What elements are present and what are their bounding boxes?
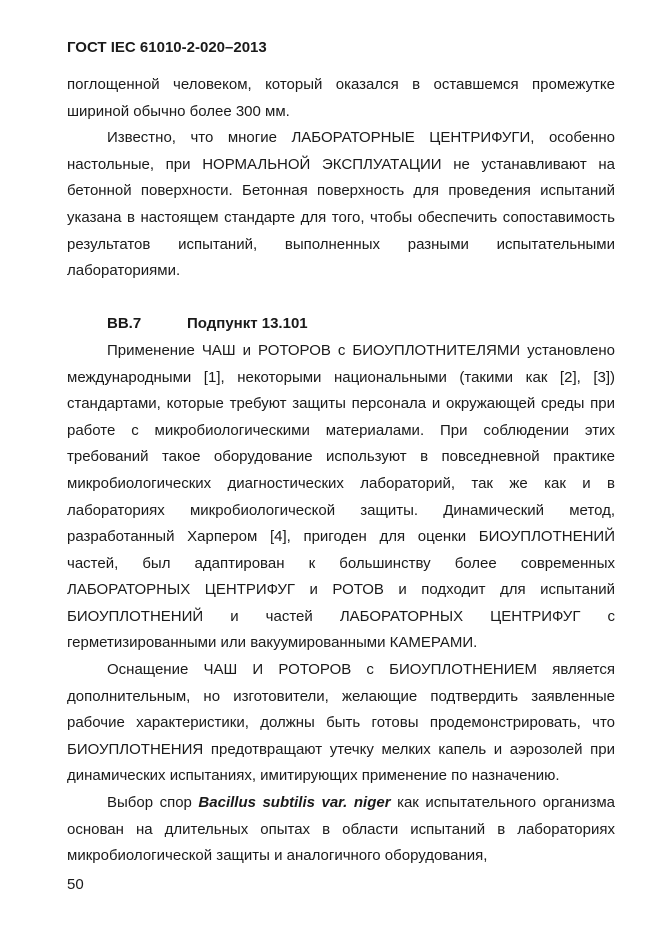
page-body [67, 72, 615, 870]
section-heading [67, 311, 615, 338]
species-name: Bacillus subtilis var. niger [198, 794, 391, 812]
page-number: 50 [67, 876, 84, 893]
paragraph-continuation: поглощенной человеком, который оказался в оставшемся промежутке шириной обычно более 300 мм. [67, 76, 615, 120]
spacer [67, 285, 615, 312]
spore-text-rest: как испытательного организма основан на длительных опытах в области испытаний в лабораториях микробиологической защиты и аналогичного оборудования, [67, 794, 615, 865]
paragraph-bioseal-equipment: Оснащение ЧАШ И РОТОРОВ с БИОУПЛОТНЕНИЕМ является дополнительным, но изготовители, желающие подтвердить заявленные рабочие характеристики, должны быть готовы продемонстрировать, что БИОУПЛОТНЕНИЯ предотвращают утечку мелких капель и аэрозолей при динамических испытаниях, имитирующих применение по назначению. [67, 661, 615, 785]
section-number: ВВ.7 [107, 315, 142, 333]
document-code-header: ГОСТ IEC 61010-2-020–2013 [67, 39, 267, 56]
paragraph-centrifuge-surface: Известно, что многие ЛАБОРАТОРНЫЕ ЦЕНТРИФУГИ, особенно настольные, при НОРМАЛЬНОЙ ЭКСПЛУАТАЦИИ не устанавливают на бетонной поверхности. Бетонная поверхность для проведения испытаний указана в настоящем стандарте для того, чтобы обеспечить сопоставимость результатов испытаний, выполненных разными испытательными лабораториями. [67, 129, 615, 280]
section-title: Подпункт 13.101 [187, 315, 308, 333]
paragraph-spore-selection [67, 790, 615, 870]
spore-text-start: Выбор спор [107, 794, 199, 812]
paragraph-bioseal-standards: Применение ЧАШ и РОТОРОВ с БИОУПЛОТНИТЕЛЯМИ установлено международными [1], некоторыми национальными (такими как [2], [3]) стандартами, которые требуют защиты персонала и окружающей среды при работе с микробиологическими материалами. При соблюдении этих требований такое оборудование используют в повседневной практике микробиологических диагностических лабораторий, так же как и в лабораториях микробиологической защиты. Динамический метод, разработанный Харпером [4], пригоден для оценки БИОУПЛОТНЕНИЙ частей, был адаптирован к большинству более современных ЛАБОРАТОРНЫХ ЦЕНТРИФУГ и РОТОВ и подходит для испытаний БИОУПЛОТНЕНИЙ и частей ЛАБОРАТОРНЫХ ЦЕНТРИФУГ с герметизированными или вакуумированными КАМЕРАМИ. [67, 341, 615, 652]
